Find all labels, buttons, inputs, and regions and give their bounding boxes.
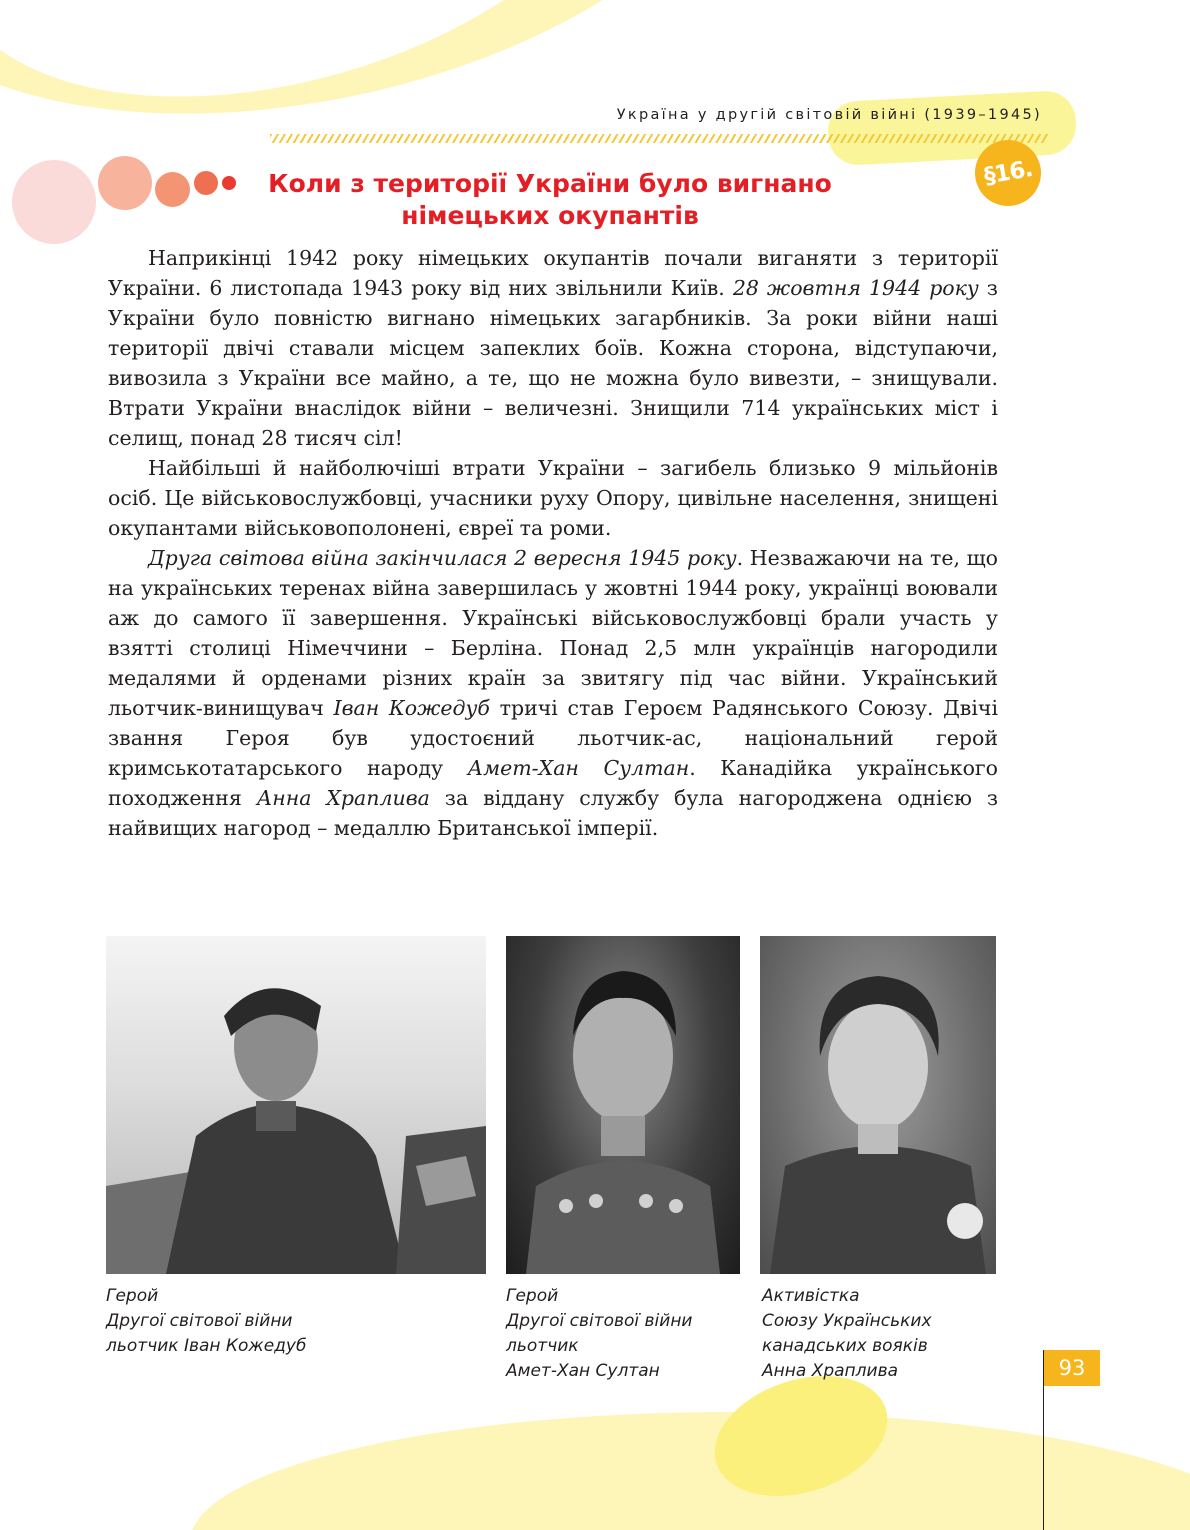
photo-anna-khraplyva — [760, 936, 996, 1274]
caption-line: Герой — [106, 1286, 159, 1306]
caption-line: Другої світової війни — [506, 1311, 693, 1331]
section-number: §16. — [981, 156, 1035, 190]
p3-name-khraplyva: Анна Храплива — [256, 786, 430, 810]
caption-line: канадських вояків — [762, 1336, 928, 1356]
p3-name-kozhedub: Іван Кожедуб — [333, 696, 490, 720]
caption-line: льотчик Іван Кожедуб — [106, 1336, 307, 1356]
p1-date-italic: 28 жовтня 1944 року — [732, 276, 979, 300]
decor-circle-3 — [155, 172, 190, 207]
p3-text-3: . Канадійка українського походження — [108, 756, 998, 810]
page-number: 93 — [1044, 1350, 1100, 1386]
header-hatch-rule — [270, 134, 1048, 143]
paragraph-1 — [108, 243, 998, 453]
caption-line: Анна Храплива — [762, 1361, 898, 1381]
running-header: Україна у другій світовій війні (1939–1945) — [616, 107, 1042, 123]
caption-line: Другої світової війни — [106, 1311, 293, 1331]
p1-text-2: з України було повністю вигнано німецьких загарбників. За роки війни наші території двічі ставали місцем запеклих боїв. Кожна сторона, відступаючи, вивозила з України все майно, а те, що не можна було вивезти, – знищували. Втрати України внаслідок війни – величезні. Знищили 714 українських міст і селищ, понад 28 тисяч сіл! — [108, 276, 998, 450]
caption-line: льотчик — [506, 1336, 579, 1356]
p3-text-4: за віддану службу була нагороджена однією з найвищих нагород – медаллю Британської імперії. — [108, 786, 998, 840]
title-line-2: німецьких окупантів — [401, 201, 699, 230]
caption-khraplyva — [762, 1284, 998, 1384]
caption-line: Союзу Українських — [762, 1311, 932, 1331]
title-line-1: Коли з території України було вигнано — [268, 169, 832, 198]
caption-amet-khan — [506, 1284, 746, 1384]
header-highlight — [826, 90, 1077, 167]
pilot-portrait-illustration — [106, 936, 486, 1274]
p1-text-1: Наприкінці 1942 року німецьких окупантів почали виганяти з території України. 6 листопада 1943 року від них звільнили Київ. — [108, 246, 998, 300]
section-badge — [975, 140, 1041, 206]
decor-circle-2 — [98, 156, 152, 210]
p2-text: Найбільші й найболючіші втрати України – загибель близько 9 мільйонів осіб. Це військовослужбовці, учасники руху Опору, цивільне населення, знищені окупантами військовополонені, євреї та роми. — [108, 456, 998, 540]
bottom-decorative-blob — [190, 1412, 1190, 1530]
decor-circle-5 — [222, 176, 236, 190]
decor-circle-1 — [12, 160, 96, 244]
caption-kozhedub — [106, 1284, 426, 1359]
p3-text-1: . Незважаючи на те, що на українських теренах війна завершилась у жовтні 1944 року, українці воювали аж до самого її завершення. Українські військовослужбовці брали участь у взятті столиці Німеччини – Берліна. Понад 2,5 млн українців нагородили медалями й орденами різних країн за звитягу під час війни. Український льотчик-винищувач — [108, 546, 998, 720]
p3-name-amet-khan: Амет-Хан Султан — [467, 756, 690, 780]
photo-amet-khan-sultan — [506, 936, 740, 1274]
caption-line: Герой — [506, 1286, 559, 1306]
p3-text-2: тричі став Героєм Радянського Союзу. Двічі звання Героя був удостоєний льотчик-ас, національний герой кримськотатарського народу — [108, 696, 999, 780]
caption-line: Активістка — [762, 1286, 860, 1306]
photo-ivan-kozhedub — [106, 936, 486, 1274]
caption-line: Амет-Хан Султан — [506, 1361, 660, 1381]
woman-portrait-illustration — [760, 936, 996, 1274]
pilot-portrait-illustration — [506, 936, 740, 1274]
body-text — [108, 243, 998, 843]
decor-circle-4 — [194, 171, 218, 195]
paragraph-3 — [108, 543, 998, 843]
page-title — [240, 168, 860, 232]
paragraph-2 — [108, 453, 998, 543]
p3-date-italic: Друга світова війна закінчилася 2 вересня 1945 року — [148, 546, 737, 570]
